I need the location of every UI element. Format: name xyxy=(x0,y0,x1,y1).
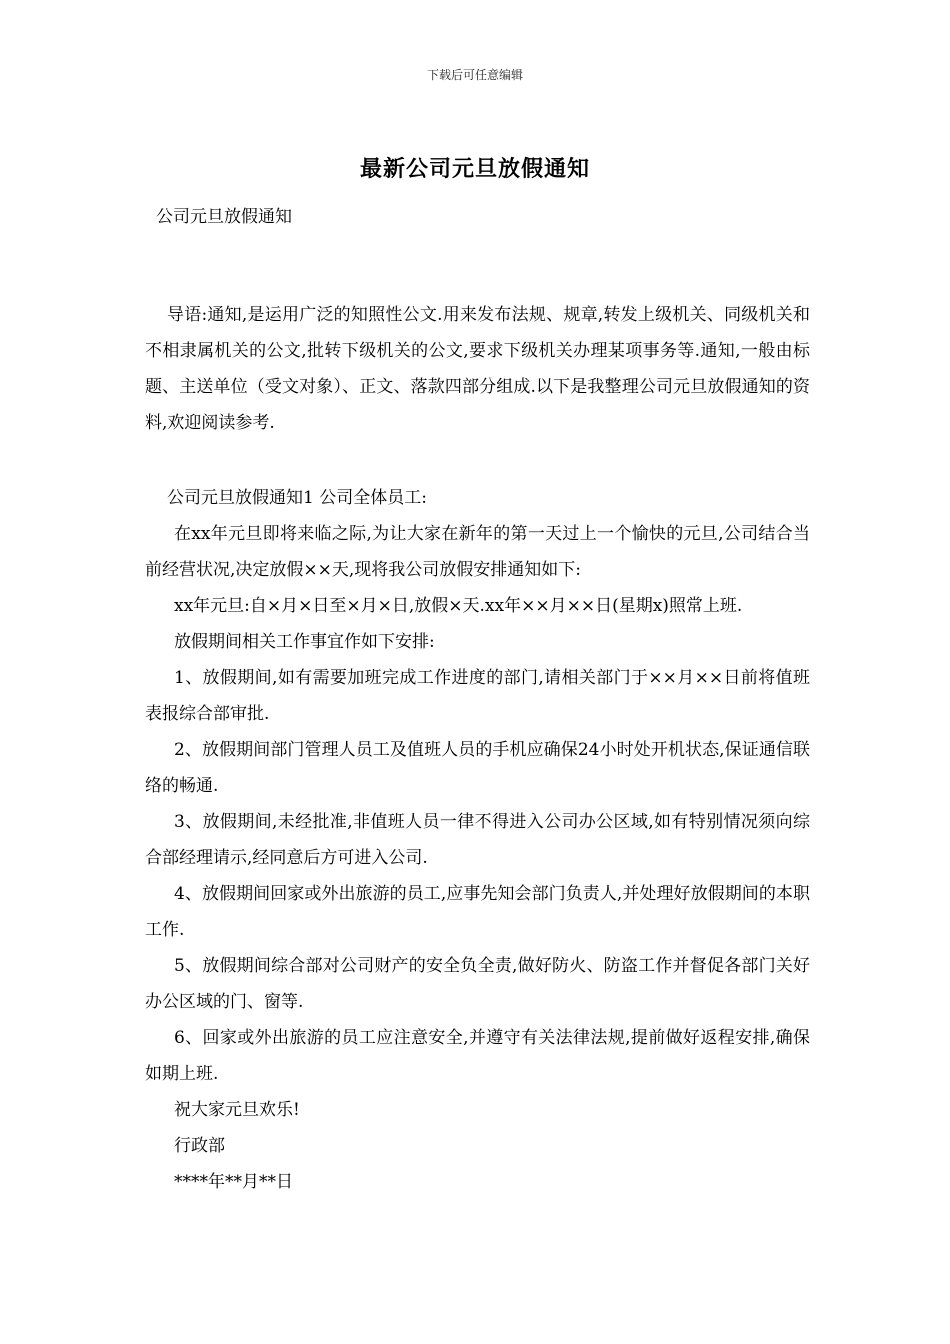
notice-item-1: 1、放假期间,如有需要加班完成工作进度的部门,请相关部门于××月××日前将值班表报综合部审批. xyxy=(145,668,810,724)
header-note: 下载后可任意编辑 xyxy=(426,68,523,82)
intro-paragraph: 导语:通知,是运用广泛的知照性公文.用来发布法规、规章,转发上级机关、同级机关和不相隶属机关的公文,批转下级机关的公文,要求下级机关办理某项事务等.通知,一般由标题、主送单位（受文对象）、正文、落款四部分组成.以下是我整理公司元旦放假通知的资料,欢迎阅读参考. xyxy=(145,305,810,433)
document-subtitle: 公司元旦放假通知 xyxy=(156,207,292,227)
notice-paragraph-1: 在xx年元旦即将来临之际,为让大家在新年的第一天过上一个愉快的元旦,公司结合当前经营状况,决定放假××天,现将我公司放假安排通知如下: xyxy=(145,524,810,580)
notice-item-6: 6、回家或外出旅游的员工应注意安全,并遵守有关法律法规,提前做好返程安排,确保如期上班. xyxy=(145,1028,810,1084)
notice-paragraph-2: xx年元旦:自×月×日至×月×日,放假×天.xx年××月××日(星期x)照常上班. xyxy=(174,596,743,616)
notice-paragraph-3: 放假期间相关工作事宜作如下安排: xyxy=(174,632,435,652)
document-title: 最新公司元旦放假通知 xyxy=(359,156,590,182)
closing-greeting: 祝大家元旦欢乐! xyxy=(174,1100,300,1120)
signature-date: ****年**月**日 xyxy=(174,1172,293,1192)
notice-section xyxy=(145,480,810,1200)
notice-item-3: 3、放假期间,未经批准,非值班人员一律不得进入公司办公区域,如有特别情况须向综合部经理请示,经同意后方可进入公司. xyxy=(145,812,810,868)
notice-heading: 公司元旦放假通知1 公司全体员工: xyxy=(167,488,427,508)
notice-item-4: 4、放假期间回家或外出旅游的员工,应事先知会部门负责人,并处理好放假期间的本职工作. xyxy=(145,884,810,940)
notice-item-5: 5、放假期间综合部对公司财产的安全负全责,做好防火、防盗工作并督促各部门关好办公区域的门、窗等. xyxy=(145,956,810,1012)
signature-department: 行政部 xyxy=(174,1136,225,1156)
intro-section xyxy=(145,297,810,441)
notice-item-2: 2、放假期间部门管理人员工及值班人员的手机应确保24小时处开机状态,保证通信联络的畅通. xyxy=(145,740,810,796)
